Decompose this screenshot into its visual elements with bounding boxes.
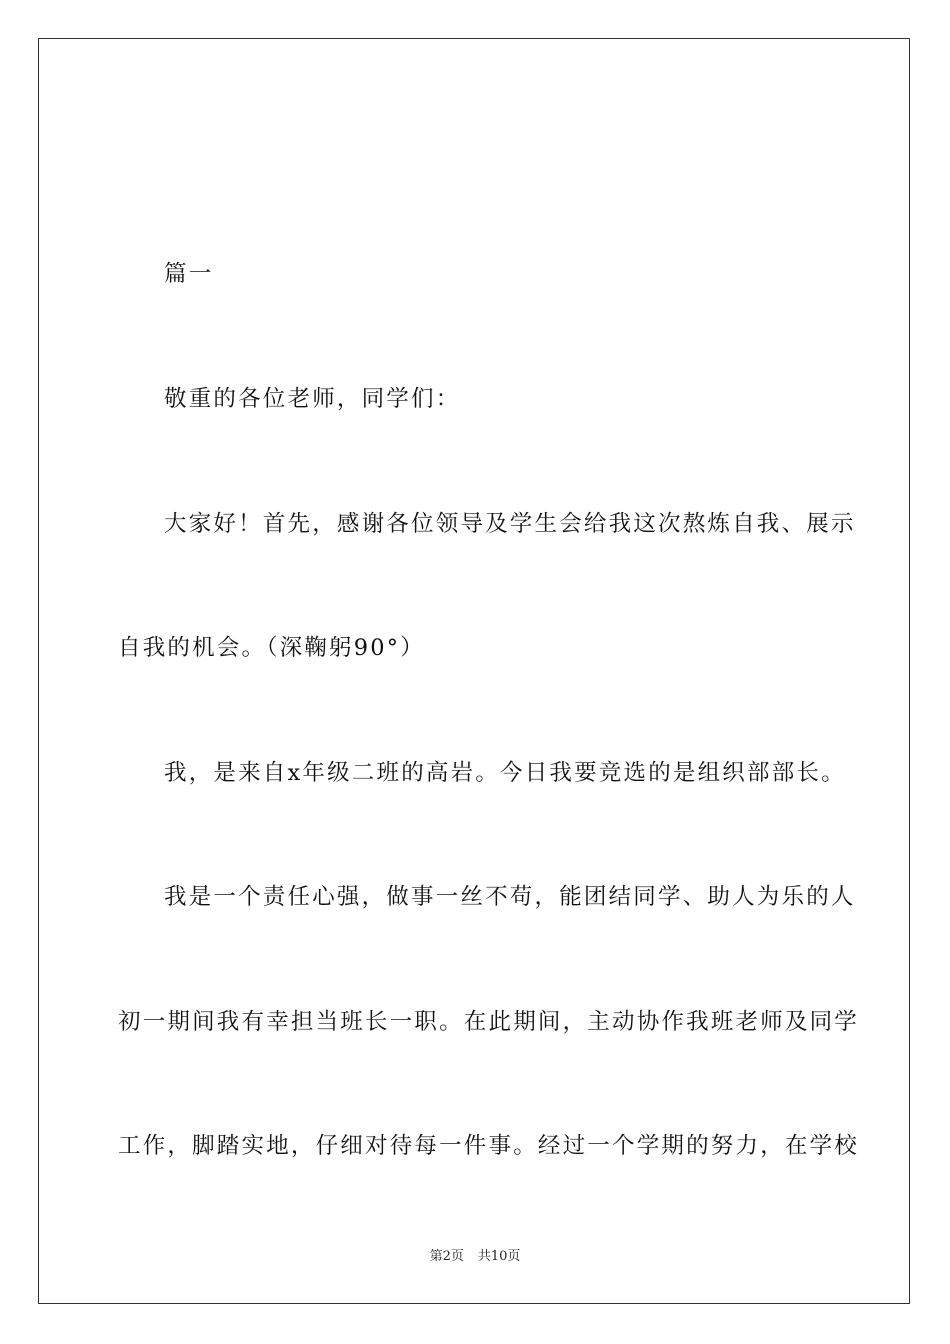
page-footer <box>0 1248 950 1266</box>
body-line-4: 我是一个责任心强，做事一丝不苟，能团结同学、助人为乐的人 <box>164 884 856 910</box>
page-border <box>38 38 910 1304</box>
body-line-6: 工作，脚踏实地，仔细对待每一件事。经过一个学期的努力，在学校 <box>118 1133 860 1159</box>
body-line-3: 我，是来自x年级二班的高岩。今日我要竞选的是组织部部长。 <box>164 760 846 786</box>
body-line-5: 初一期间我有幸担当班长一职。在此期间，主动协作我班老师及同学 <box>118 1009 860 1035</box>
body-line-2: 自我的机会。（深鞠躬90°） <box>118 635 425 661</box>
section-heading: 篇一 <box>164 261 214 287</box>
page-number: 第2页 <box>429 1249 464 1264</box>
page-total: 共10页 <box>477 1249 521 1264</box>
salutation-line: 敬重的各位老师，同学们： <box>164 386 461 412</box>
body-line-1: 大家好！首先，感谢各位领导及学生会给我这次熬炼自我、展示 <box>164 511 856 537</box>
